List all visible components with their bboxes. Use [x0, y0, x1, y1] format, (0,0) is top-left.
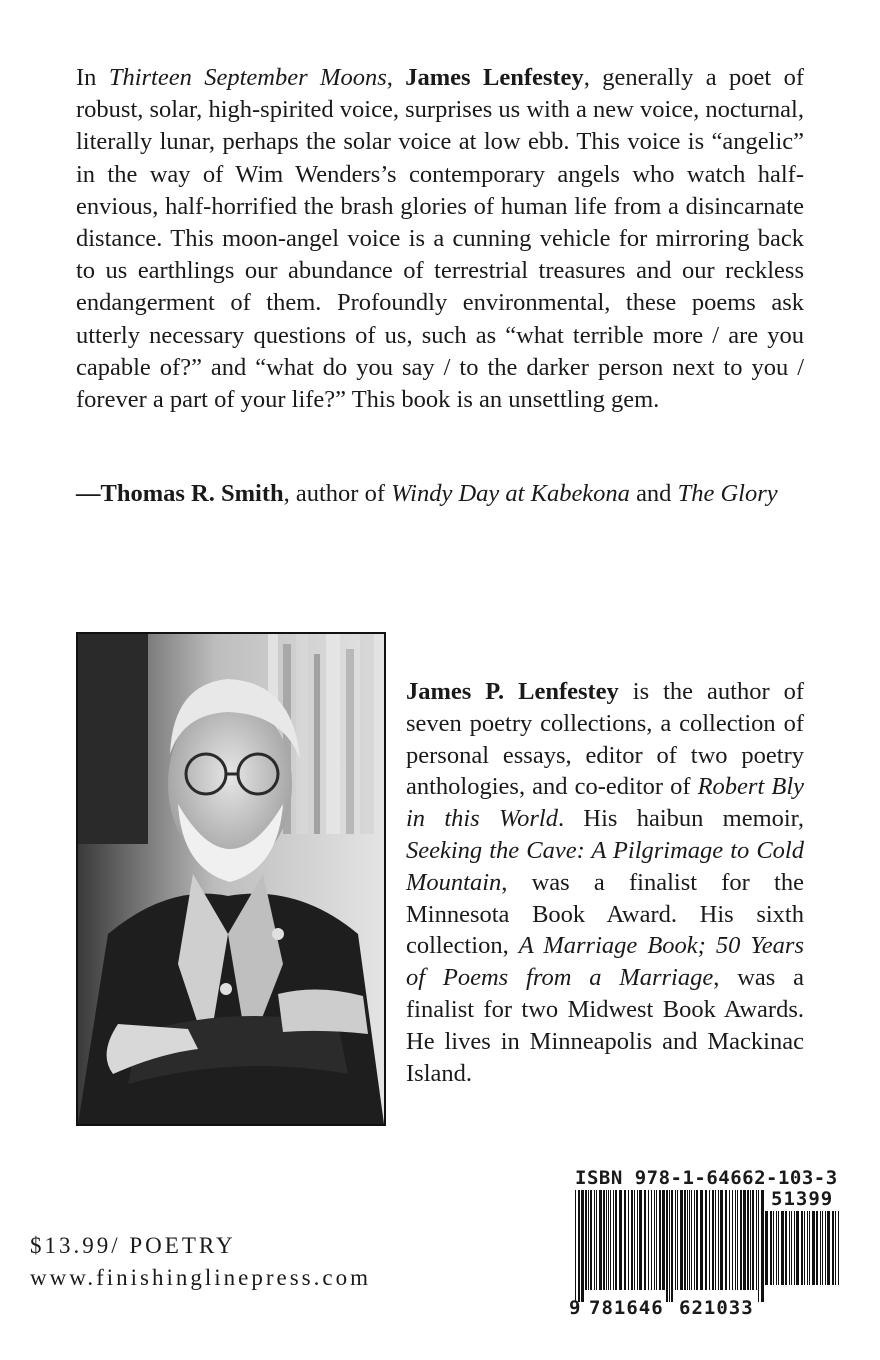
isbn-barcode — [567, 1163, 851, 1323]
isbn-number: ISBN 978-1-64662-103-3 — [575, 1167, 838, 1189]
barcode-bar — [712, 1190, 714, 1290]
barcode-bar — [644, 1190, 646, 1290]
barcode-bar — [740, 1190, 742, 1290]
barcode-bar — [729, 1190, 730, 1290]
barcode-bar — [737, 1190, 738, 1290]
barcode-bar — [694, 1190, 695, 1290]
endorsement-blurb — [76, 62, 804, 416]
barcode-bar — [776, 1211, 777, 1285]
barcode-bar — [807, 1211, 808, 1285]
barcode-bar — [619, 1190, 622, 1290]
barcode-bar — [680, 1190, 683, 1290]
barcode-bar — [691, 1190, 692, 1290]
barcode-bar — [654, 1190, 655, 1290]
barcode-bar — [820, 1211, 821, 1285]
endorser-name: —Thomas R. Smith — [76, 480, 284, 507]
barcode-bar — [816, 1211, 818, 1285]
barcode-bar — [666, 1190, 668, 1302]
price-code: 51399 — [771, 1188, 834, 1210]
author-name: James Lenfestey — [405, 64, 584, 91]
barcode-bar — [585, 1190, 587, 1290]
barcode-bar — [747, 1190, 749, 1290]
price-category: $13.99/ POETRY — [30, 1233, 236, 1258]
book-title: Thirteen September Moons — [108, 64, 387, 91]
barcode-bar — [669, 1190, 670, 1302]
barcode-bar — [578, 1190, 580, 1302]
barcode-bar — [588, 1190, 589, 1290]
barcode-bar — [715, 1190, 716, 1290]
ean-barcode-bars — [575, 1190, 765, 1302]
barcode-bar — [770, 1211, 772, 1285]
barcode-bar — [825, 1211, 826, 1285]
barcode-bar — [689, 1190, 690, 1290]
barcode-bar — [756, 1190, 757, 1290]
barcode-bar — [662, 1190, 665, 1290]
blurb-intro: In — [76, 64, 109, 91]
barcode-bar — [675, 1190, 676, 1290]
author-bio — [406, 676, 804, 1089]
barcode-bar — [718, 1190, 719, 1290]
barcode-bar — [634, 1190, 635, 1290]
bio-title-3: A Marriage Book; 50 Years of Poems from a Marriage — [406, 932, 804, 992]
bio-author-name: James P. Lenfestey — [406, 678, 619, 705]
barcode-bar — [835, 1211, 836, 1285]
barcode-bar — [648, 1190, 649, 1290]
barcode-bar — [700, 1190, 703, 1290]
bio-title-2: Seeking the Cave: A Pilgrimage to Cold Mountain — [406, 836, 804, 896]
barcode-bar — [827, 1211, 830, 1285]
barcode-bar — [599, 1190, 602, 1290]
barcode-bar — [796, 1211, 799, 1285]
barcode-bar — [791, 1211, 792, 1285]
barcode-bar — [812, 1211, 815, 1285]
barcode-bar — [778, 1211, 779, 1285]
bio-title-1: Robert Bly in this World — [406, 773, 804, 833]
barcode-bar — [709, 1190, 710, 1290]
barcode-bar — [684, 1190, 686, 1290]
blurb-comma: , — [386, 64, 406, 91]
barcode-bar — [575, 1190, 576, 1302]
blurb-body: , generally a poet of robust, solar, high-spirited voice, surprises us with a new voice, nocturnal, literally lunar, perhaps the solar voice at low ebb. This voice is “angelic” in the way of Wim Wenders’s contemporary angels who watch half-envious, half-horrified the brash glories of human life from a disincarnate distance. This moon-angel voice is a cunning vehicle for mirroring back to us earthlings our abundance of terrestrial treasures and our reckless endangerment of them. Profoundly environmental, these poems ask utterly necessary questions of us, such as “what terrible more / are you capable of?” and “what do you say / to the darker person next to you / forever a part of your life?” This book is an unsettling gem. — [76, 64, 805, 414]
publisher-website: www.finishinglinepress.com — [30, 1265, 371, 1290]
barcode-bar — [624, 1190, 626, 1290]
barcode-bar — [671, 1190, 673, 1302]
author-portrait-image — [78, 634, 384, 1124]
author-photo — [76, 632, 386, 1126]
barcode-bar — [725, 1190, 727, 1290]
endorsement-attribution — [76, 478, 816, 510]
barcode-bar — [687, 1190, 688, 1290]
barcode-bar — [801, 1211, 803, 1285]
barcode-bar — [581, 1190, 584, 1302]
ean-first-digit: 9 — [569, 1297, 581, 1319]
barcode-bar — [720, 1190, 723, 1290]
barcode-bar — [596, 1190, 597, 1290]
barcode-bar — [785, 1211, 787, 1285]
barcode-bar — [789, 1211, 790, 1285]
barcode-bar — [761, 1190, 764, 1302]
barcode-bar — [794, 1211, 795, 1285]
barcode-bar — [606, 1190, 607, 1290]
ean-right-digits: 621033 — [679, 1297, 754, 1319]
barcode-bar — [677, 1190, 678, 1290]
barcode-bar — [838, 1211, 839, 1285]
bio-text-4: , was a finalist for two Midwest Book Awards. He lives in Minneapolis and Mackinac Island. — [406, 964, 804, 1087]
barcode-bar — [750, 1190, 751, 1290]
barcode-bar — [696, 1190, 698, 1290]
barcode-bar — [773, 1211, 774, 1285]
barcode-bar — [594, 1190, 595, 1290]
ean-left-digits: 781646 — [589, 1297, 664, 1319]
bio-text-3: , was a finalist for the Minnesota Book Award. His sixth collection, — [406, 868, 804, 960]
barcode-bar — [628, 1190, 629, 1290]
barcode-bar — [637, 1190, 638, 1290]
barcode-bar — [758, 1190, 759, 1302]
barcode-bar — [603, 1190, 605, 1290]
bio-text-2: . His haibun memoir, — [558, 805, 804, 833]
barcode-bar — [659, 1190, 661, 1290]
attribution-text: , author of — [283, 480, 392, 507]
barcode-bar — [608, 1190, 609, 1290]
barcode-bar — [752, 1190, 754, 1290]
barcode-bar — [656, 1190, 657, 1290]
barcode-bar — [804, 1211, 805, 1285]
barcode-bar — [735, 1190, 736, 1290]
addon-barcode-bars — [765, 1211, 843, 1297]
endorser-book-1: Windy Day at Kabekona — [391, 480, 630, 507]
attribution-and: and — [629, 480, 678, 507]
barcode-bar — [732, 1190, 733, 1290]
barcode-bar — [765, 1211, 768, 1285]
barcode-bar — [631, 1190, 633, 1290]
barcode-bar — [613, 1190, 614, 1290]
barcode-bar — [615, 1190, 617, 1290]
barcode-bar — [743, 1190, 746, 1290]
endorser-book-2: The Glory — [677, 480, 778, 507]
barcode-bar — [781, 1211, 784, 1285]
barcode-bar — [590, 1190, 592, 1290]
barcode-bar — [651, 1190, 652, 1290]
barcode-bar — [809, 1211, 810, 1285]
bio-text-1: is the author of seven poetry collections, a collection of personal essays, editor of two poetry anthologies, and co-editor of — [406, 678, 804, 801]
barcode-bar — [832, 1211, 834, 1285]
barcode-bar — [610, 1190, 611, 1290]
barcode-bar — [705, 1190, 707, 1290]
barcode-bar — [822, 1211, 823, 1285]
barcode-bar — [639, 1190, 642, 1290]
